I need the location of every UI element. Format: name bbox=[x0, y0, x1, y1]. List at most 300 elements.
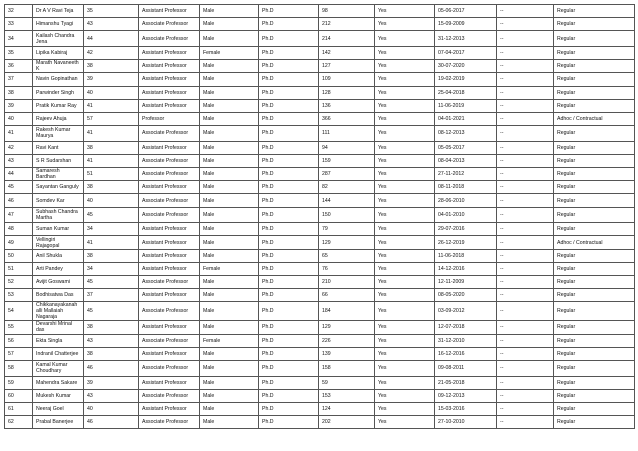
faculty-name-cell: Lipika Kabiraj bbox=[33, 46, 84, 59]
serial-number-cell: 38 bbox=[5, 86, 33, 99]
association-nature-cell: Regular bbox=[554, 181, 635, 194]
table-row bbox=[5, 18, 635, 31]
faculty-name-cell: Kamal Kumar Choudhary bbox=[33, 360, 84, 376]
experience-months-cell: 226 bbox=[319, 334, 375, 347]
faculty-name-cell: Mahendra Sakare bbox=[33, 376, 84, 389]
gender-cell: Male bbox=[200, 86, 259, 99]
experience-months-cell: 65 bbox=[319, 249, 375, 262]
designation-cell: Assistant Professor bbox=[139, 99, 200, 112]
gender-cell: Male bbox=[200, 99, 259, 112]
table-row bbox=[5, 321, 635, 334]
table-row bbox=[5, 347, 635, 360]
qualification-cell: Ph.D bbox=[259, 376, 319, 389]
faculty-name-cell: Sayantan Ganguly bbox=[33, 181, 84, 194]
table-row bbox=[5, 402, 635, 415]
age-cell: 51 bbox=[84, 168, 139, 181]
experience-months-cell: 150 bbox=[319, 207, 375, 223]
faculty-table-body bbox=[5, 5, 635, 429]
serial-number-cell: 35 bbox=[5, 46, 33, 59]
table-row bbox=[5, 376, 635, 389]
qualification-cell: Ph.D bbox=[259, 321, 319, 334]
leaving-date-cell: -- bbox=[497, 236, 554, 249]
gender-cell: Male bbox=[200, 141, 259, 154]
leaving-date-cell: -- bbox=[497, 402, 554, 415]
age-cell: 38 bbox=[84, 321, 139, 334]
association-nature-cell: Regular bbox=[554, 275, 635, 288]
faculty-name-cell: Pratik Kumar Ray bbox=[33, 99, 84, 112]
leaving-date-cell: -- bbox=[497, 389, 554, 402]
serial-number-cell: 55 bbox=[5, 321, 33, 334]
association-nature-cell: Regular bbox=[554, 5, 635, 18]
experience-months-cell: 202 bbox=[319, 416, 375, 429]
joining-date-cell: 21-05-2018 bbox=[435, 376, 497, 389]
currently-associated-cell: Yes bbox=[375, 5, 435, 18]
leaving-date-cell: -- bbox=[497, 262, 554, 275]
designation-cell: Associate Professor bbox=[139, 389, 200, 402]
leaving-date-cell: -- bbox=[497, 154, 554, 167]
age-cell: 45 bbox=[84, 302, 139, 321]
table-row bbox=[5, 46, 635, 59]
age-cell: 39 bbox=[84, 73, 139, 86]
age-cell: 37 bbox=[84, 289, 139, 302]
currently-associated-cell: Yes bbox=[375, 376, 435, 389]
qualification-cell: Ph.D bbox=[259, 347, 319, 360]
joining-date-cell: 27-11-2012 bbox=[435, 168, 497, 181]
qualification-cell: Ph.D bbox=[259, 73, 319, 86]
leaving-date-cell: -- bbox=[497, 73, 554, 86]
leaving-date-cell: -- bbox=[497, 249, 554, 262]
gender-cell: Male bbox=[200, 18, 259, 31]
currently-associated-cell: Yes bbox=[375, 181, 435, 194]
association-nature-cell: Regular bbox=[554, 376, 635, 389]
serial-number-cell: 57 bbox=[5, 347, 33, 360]
serial-number-cell: 37 bbox=[5, 73, 33, 86]
leaving-date-cell: -- bbox=[497, 289, 554, 302]
gender-cell: Male bbox=[200, 207, 259, 223]
designation-cell: Assistant Professor bbox=[139, 46, 200, 59]
leaving-date-cell: -- bbox=[497, 416, 554, 429]
gender-cell: Male bbox=[200, 236, 259, 249]
designation-cell: Associate Professor bbox=[139, 31, 200, 47]
joining-date-cell: 08-12-2013 bbox=[435, 126, 497, 142]
association-nature-cell: Regular bbox=[554, 347, 635, 360]
joining-date-cell: 12-07-2018 bbox=[435, 321, 497, 334]
gender-cell: Male bbox=[200, 302, 259, 321]
designation-cell: Assistant Professor bbox=[139, 321, 200, 334]
qualification-cell: Ph.D bbox=[259, 334, 319, 347]
joining-date-cell: 09-12-2013 bbox=[435, 389, 497, 402]
designation-cell: Associate Professor bbox=[139, 416, 200, 429]
currently-associated-cell: Yes bbox=[375, 402, 435, 415]
experience-months-cell: 59 bbox=[319, 376, 375, 389]
joining-date-cell: 11-06-2019 bbox=[435, 99, 497, 112]
currently-associated-cell: Yes bbox=[375, 389, 435, 402]
qualification-cell: Ph.D bbox=[259, 46, 319, 59]
currently-associated-cell: Yes bbox=[375, 262, 435, 275]
joining-date-cell: 15-09-2009 bbox=[435, 18, 497, 31]
association-nature-cell: Regular bbox=[554, 207, 635, 223]
association-nature-cell: Regular bbox=[554, 31, 635, 47]
gender-cell: Male bbox=[200, 112, 259, 125]
table-row bbox=[5, 416, 635, 429]
currently-associated-cell: Yes bbox=[375, 249, 435, 262]
qualification-cell: Ph.D bbox=[259, 60, 319, 73]
gender-cell: Male bbox=[200, 275, 259, 288]
joining-date-cell: 28-06-2010 bbox=[435, 194, 497, 207]
association-nature-cell: Regular bbox=[554, 360, 635, 376]
association-nature-cell: Regular bbox=[554, 168, 635, 181]
association-nature-cell: Regular bbox=[554, 402, 635, 415]
gender-cell: Male bbox=[200, 402, 259, 415]
gender-cell: Female bbox=[200, 46, 259, 59]
serial-number-cell: 43 bbox=[5, 154, 33, 167]
faculty-name-cell: S R Sudarshan bbox=[33, 154, 84, 167]
qualification-cell: Ph.D bbox=[259, 249, 319, 262]
joining-date-cell: 27-10-2010 bbox=[435, 416, 497, 429]
association-nature-cell: Regular bbox=[554, 18, 635, 31]
age-cell: 45 bbox=[84, 207, 139, 223]
experience-months-cell: 287 bbox=[319, 168, 375, 181]
joining-date-cell: 29-07-2016 bbox=[435, 223, 497, 236]
experience-months-cell: 142 bbox=[319, 46, 375, 59]
experience-months-cell: 129 bbox=[319, 236, 375, 249]
experience-months-cell: 128 bbox=[319, 86, 375, 99]
age-cell: 41 bbox=[84, 154, 139, 167]
faculty-name-cell: Dr A V Ravi Teja bbox=[33, 5, 84, 18]
designation-cell: Associate Professor bbox=[139, 302, 200, 321]
serial-number-cell: 52 bbox=[5, 275, 33, 288]
qualification-cell: Ph.D bbox=[259, 402, 319, 415]
currently-associated-cell: Yes bbox=[375, 194, 435, 207]
serial-number-cell: 46 bbox=[5, 194, 33, 207]
gender-cell: Male bbox=[200, 223, 259, 236]
leaving-date-cell: -- bbox=[497, 347, 554, 360]
designation-cell: Assistant Professor bbox=[139, 86, 200, 99]
gender-cell: Female bbox=[200, 262, 259, 275]
serial-number-cell: 59 bbox=[5, 376, 33, 389]
table-row bbox=[5, 207, 635, 223]
currently-associated-cell: Yes bbox=[375, 46, 435, 59]
age-cell: 38 bbox=[84, 60, 139, 73]
joining-date-cell: 04-01-2010 bbox=[435, 207, 497, 223]
experience-months-cell: 366 bbox=[319, 112, 375, 125]
age-cell: 40 bbox=[84, 402, 139, 415]
table-row bbox=[5, 223, 635, 236]
table-row bbox=[5, 249, 635, 262]
designation-cell: Professor bbox=[139, 112, 200, 125]
joining-date-cell: 05-05-2017 bbox=[435, 141, 497, 154]
qualification-cell: Ph.D bbox=[259, 181, 319, 194]
faculty-name-cell: Bodhisatwa Das bbox=[33, 289, 84, 302]
qualification-cell: Ph.D bbox=[259, 112, 319, 125]
designation-cell: Assistant Professor bbox=[139, 402, 200, 415]
joining-date-cell: 11-06-2018 bbox=[435, 249, 497, 262]
faculty-name-cell: Somdev Kar bbox=[33, 194, 84, 207]
faculty-name-cell: Anil Shukla bbox=[33, 249, 84, 262]
qualification-cell: Ph.D bbox=[259, 31, 319, 47]
serial-number-cell: 41 bbox=[5, 126, 33, 142]
qualification-cell: Ph.D bbox=[259, 99, 319, 112]
designation-cell: Assistant Professor bbox=[139, 249, 200, 262]
serial-number-cell: 60 bbox=[5, 389, 33, 402]
experience-months-cell: 136 bbox=[319, 99, 375, 112]
age-cell: 43 bbox=[84, 18, 139, 31]
table-row bbox=[5, 194, 635, 207]
experience-months-cell: 98 bbox=[319, 5, 375, 18]
joining-date-cell: 08-04-2013 bbox=[435, 154, 497, 167]
joining-date-cell: 31-12-2013 bbox=[435, 31, 497, 47]
age-cell: 46 bbox=[84, 416, 139, 429]
serial-number-cell: 45 bbox=[5, 181, 33, 194]
leaving-date-cell: -- bbox=[497, 86, 554, 99]
association-nature-cell: Regular bbox=[554, 223, 635, 236]
joining-date-cell: 14-12-2016 bbox=[435, 262, 497, 275]
faculty-name-cell: Suman Kumar bbox=[33, 223, 84, 236]
age-cell: 39 bbox=[84, 376, 139, 389]
currently-associated-cell: Yes bbox=[375, 31, 435, 47]
faculty-name-cell: Ekta Singla bbox=[33, 334, 84, 347]
faculty-name-cell: Samaresh Bardhan bbox=[33, 168, 84, 181]
serial-number-cell: 47 bbox=[5, 207, 33, 223]
qualification-cell: Ph.D bbox=[259, 168, 319, 181]
age-cell: 34 bbox=[84, 262, 139, 275]
currently-associated-cell: Yes bbox=[375, 154, 435, 167]
joining-date-cell: 25-04-2018 bbox=[435, 86, 497, 99]
age-cell: 41 bbox=[84, 126, 139, 142]
designation-cell: Assistant Professor bbox=[139, 223, 200, 236]
association-nature-cell: Regular bbox=[554, 389, 635, 402]
gender-cell: Male bbox=[200, 31, 259, 47]
joining-date-cell: 19-02-2019 bbox=[435, 73, 497, 86]
association-nature-cell: Regular bbox=[554, 154, 635, 167]
designation-cell: Associate Professor bbox=[139, 18, 200, 31]
qualification-cell: Ph.D bbox=[259, 289, 319, 302]
designation-cell: Assistant Professor bbox=[139, 262, 200, 275]
association-nature-cell: Adhoc / Contractual bbox=[554, 236, 635, 249]
association-nature-cell: Regular bbox=[554, 289, 635, 302]
currently-associated-cell: Yes bbox=[375, 416, 435, 429]
age-cell: 35 bbox=[84, 5, 139, 18]
table-row bbox=[5, 60, 635, 73]
gender-cell: Male bbox=[200, 416, 259, 429]
qualification-cell: Ph.D bbox=[259, 262, 319, 275]
faculty-name-cell: Indranil Chatterjee bbox=[33, 347, 84, 360]
table-row bbox=[5, 141, 635, 154]
currently-associated-cell: Yes bbox=[375, 168, 435, 181]
association-nature-cell: Regular bbox=[554, 321, 635, 334]
leaving-date-cell: -- bbox=[497, 275, 554, 288]
table-row bbox=[5, 181, 635, 194]
experience-months-cell: 212 bbox=[319, 18, 375, 31]
table-row bbox=[5, 126, 635, 142]
experience-months-cell: 109 bbox=[319, 73, 375, 86]
table-row bbox=[5, 73, 635, 86]
serial-number-cell: 50 bbox=[5, 249, 33, 262]
association-nature-cell: Regular bbox=[554, 46, 635, 59]
faculty-name-cell: Kailash Chandra Jena bbox=[33, 31, 84, 47]
joining-date-cell: 09-08-2011 bbox=[435, 360, 497, 376]
currently-associated-cell: Yes bbox=[375, 207, 435, 223]
age-cell: 38 bbox=[84, 181, 139, 194]
gender-cell: Female bbox=[200, 334, 259, 347]
serial-number-cell: 51 bbox=[5, 262, 33, 275]
age-cell: 40 bbox=[84, 86, 139, 99]
table-row bbox=[5, 99, 635, 112]
faculty-name-cell: Navin Gopinathan bbox=[33, 73, 84, 86]
age-cell: 46 bbox=[84, 360, 139, 376]
experience-months-cell: 144 bbox=[319, 194, 375, 207]
leaving-date-cell: -- bbox=[497, 321, 554, 334]
qualification-cell: Ph.D bbox=[259, 416, 319, 429]
serial-number-cell: 61 bbox=[5, 402, 33, 415]
joining-date-cell: 07-04-2017 bbox=[435, 46, 497, 59]
currently-associated-cell: Yes bbox=[375, 236, 435, 249]
faculty-name-cell: Rakesh Kumar Maurya bbox=[33, 126, 84, 142]
leaving-date-cell: -- bbox=[497, 168, 554, 181]
designation-cell: Assistant Professor bbox=[139, 376, 200, 389]
age-cell: 45 bbox=[84, 275, 139, 288]
association-nature-cell: Regular bbox=[554, 416, 635, 429]
leaving-date-cell: -- bbox=[497, 194, 554, 207]
table-row bbox=[5, 389, 635, 402]
joining-date-cell: 30-07-2020 bbox=[435, 60, 497, 73]
qualification-cell: Ph.D bbox=[259, 154, 319, 167]
experience-months-cell: 79 bbox=[319, 223, 375, 236]
leaving-date-cell: -- bbox=[497, 5, 554, 18]
qualification-cell: Ph.D bbox=[259, 141, 319, 154]
table-row bbox=[5, 262, 635, 275]
leaving-date-cell: -- bbox=[497, 360, 554, 376]
leaving-date-cell: -- bbox=[497, 207, 554, 223]
faculty-table bbox=[4, 4, 635, 429]
gender-cell: Male bbox=[200, 126, 259, 142]
leaving-date-cell: -- bbox=[497, 141, 554, 154]
joining-date-cell: 08-05-2020 bbox=[435, 289, 497, 302]
joining-date-cell: 15-03-2016 bbox=[435, 402, 497, 415]
qualification-cell: Ph.D bbox=[259, 18, 319, 31]
experience-months-cell: 139 bbox=[319, 347, 375, 360]
experience-months-cell: 153 bbox=[319, 389, 375, 402]
association-nature-cell: Regular bbox=[554, 99, 635, 112]
table-row bbox=[5, 360, 635, 376]
association-nature-cell: Regular bbox=[554, 126, 635, 142]
faculty-name-cell: Vellingiri Rajagopal bbox=[33, 236, 84, 249]
currently-associated-cell: Yes bbox=[375, 60, 435, 73]
table-row bbox=[5, 31, 635, 47]
gender-cell: Male bbox=[200, 376, 259, 389]
experience-months-cell: 214 bbox=[319, 31, 375, 47]
association-nature-cell: Regular bbox=[554, 194, 635, 207]
leaving-date-cell: -- bbox=[497, 18, 554, 31]
association-nature-cell: Regular bbox=[554, 141, 635, 154]
currently-associated-cell: Yes bbox=[375, 360, 435, 376]
qualification-cell: Ph.D bbox=[259, 86, 319, 99]
currently-associated-cell: Yes bbox=[375, 334, 435, 347]
association-nature-cell: Adhoc / Contractual bbox=[554, 112, 635, 125]
gender-cell: Male bbox=[200, 168, 259, 181]
joining-date-cell: 08-11-2018 bbox=[435, 181, 497, 194]
age-cell: 38 bbox=[84, 249, 139, 262]
qualification-cell: Ph.D bbox=[259, 389, 319, 402]
experience-months-cell: 158 bbox=[319, 360, 375, 376]
experience-months-cell: 124 bbox=[319, 402, 375, 415]
currently-associated-cell: Yes bbox=[375, 112, 435, 125]
experience-months-cell: 184 bbox=[319, 302, 375, 321]
experience-months-cell: 159 bbox=[319, 154, 375, 167]
serial-number-cell: 39 bbox=[5, 99, 33, 112]
designation-cell: Assistant Professor bbox=[139, 347, 200, 360]
gender-cell: Male bbox=[200, 5, 259, 18]
currently-associated-cell: Yes bbox=[375, 99, 435, 112]
leaving-date-cell: -- bbox=[497, 31, 554, 47]
designation-cell: Assistant Professor bbox=[139, 181, 200, 194]
experience-months-cell: 82 bbox=[319, 181, 375, 194]
designation-cell: Assistant Professor bbox=[139, 236, 200, 249]
currently-associated-cell: Yes bbox=[375, 321, 435, 334]
serial-number-cell: 58 bbox=[5, 360, 33, 376]
table-row bbox=[5, 168, 635, 181]
association-nature-cell: Regular bbox=[554, 73, 635, 86]
leaving-date-cell: -- bbox=[497, 112, 554, 125]
faculty-name-cell: Arti Pandey bbox=[33, 262, 84, 275]
experience-months-cell: 127 bbox=[319, 60, 375, 73]
serial-number-cell: 40 bbox=[5, 112, 33, 125]
qualification-cell: Ph.D bbox=[259, 360, 319, 376]
leaving-date-cell: -- bbox=[497, 126, 554, 142]
faculty-name-cell: Ravi Kant bbox=[33, 141, 84, 154]
association-nature-cell: Regular bbox=[554, 302, 635, 321]
age-cell: 43 bbox=[84, 334, 139, 347]
gender-cell: Male bbox=[200, 347, 259, 360]
currently-associated-cell: Yes bbox=[375, 126, 435, 142]
gender-cell: Male bbox=[200, 289, 259, 302]
table-row bbox=[5, 334, 635, 347]
experience-months-cell: 210 bbox=[319, 275, 375, 288]
qualification-cell: Ph.D bbox=[259, 236, 319, 249]
designation-cell: Associate Professor bbox=[139, 360, 200, 376]
joining-date-cell: 31-12-2010 bbox=[435, 334, 497, 347]
serial-number-cell: 33 bbox=[5, 18, 33, 31]
faculty-name-cell: Rajeev Ahuja bbox=[33, 112, 84, 125]
age-cell: 41 bbox=[84, 236, 139, 249]
designation-cell: Associate Professor bbox=[139, 207, 200, 223]
experience-months-cell: 94 bbox=[319, 141, 375, 154]
currently-associated-cell: Yes bbox=[375, 141, 435, 154]
designation-cell: Assistant Professor bbox=[139, 5, 200, 18]
serial-number-cell: 36 bbox=[5, 60, 33, 73]
gender-cell: Male bbox=[200, 154, 259, 167]
faculty-name-cell: Mukesh Kumar bbox=[33, 389, 84, 402]
serial-number-cell: 62 bbox=[5, 416, 33, 429]
experience-months-cell: 111 bbox=[319, 126, 375, 142]
age-cell: 42 bbox=[84, 46, 139, 59]
age-cell: 38 bbox=[84, 141, 139, 154]
currently-associated-cell: Yes bbox=[375, 289, 435, 302]
gender-cell: Male bbox=[200, 73, 259, 86]
age-cell: 40 bbox=[84, 194, 139, 207]
currently-associated-cell: Yes bbox=[375, 302, 435, 321]
serial-number-cell: 53 bbox=[5, 289, 33, 302]
table-row bbox=[5, 289, 635, 302]
table-row bbox=[5, 86, 635, 99]
serial-number-cell: 48 bbox=[5, 223, 33, 236]
serial-number-cell: 49 bbox=[5, 236, 33, 249]
currently-associated-cell: Yes bbox=[375, 223, 435, 236]
faculty-name-cell: Avijit Goswami bbox=[33, 275, 84, 288]
currently-associated-cell: Yes bbox=[375, 18, 435, 31]
faculty-name-cell: Neeraj Goel bbox=[33, 402, 84, 415]
gender-cell: Male bbox=[200, 249, 259, 262]
